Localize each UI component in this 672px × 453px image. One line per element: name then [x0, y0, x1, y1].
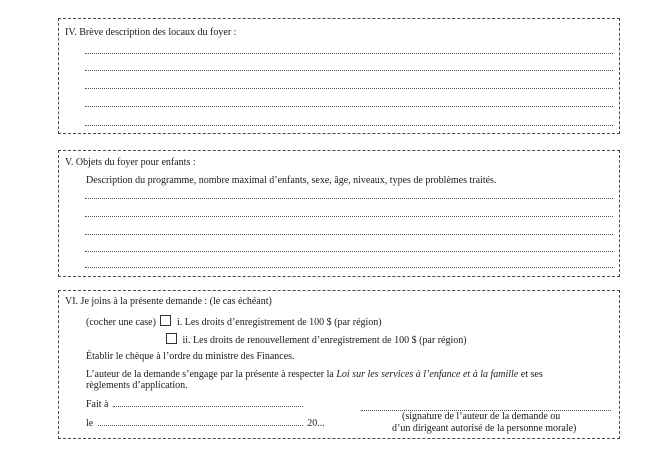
option-renewal-label: ii. Les droits de renouvellement d’enregistrement de 100 $ (par région)	[182, 335, 467, 346]
answer-line[interactable]	[85, 106, 613, 107]
answer-line[interactable]	[85, 125, 613, 126]
section-v-title: V. Objets du foyer pour enfants :	[65, 157, 196, 168]
answer-line[interactable]	[85, 251, 613, 252]
date-row	[86, 418, 325, 430]
signature-caption-1: (signature de l’auteur de la demande ou	[402, 411, 561, 422]
section-vi	[58, 290, 620, 439]
section-vi-title: VI. Je joins à la présente demande : (le cas échéant)	[65, 296, 272, 307]
place-field[interactable]	[113, 406, 303, 407]
law-title: Loi sur les services à l’enfance et à la famille	[336, 369, 519, 380]
section-v-subtitle: Description du programme, nombre maximal d’enfants, sexe, âge, niveaux, types de problèmes traités.	[86, 175, 497, 186]
pledge-text: L’auteur de la demande s’engage par la présente à respecter la Loi sur les services à l’enfance et à la famille et ses	[86, 369, 543, 380]
answer-line[interactable]	[85, 234, 613, 235]
option-registration-label: i. Les droits d’enregistrement de 100 $ (par région)	[176, 317, 382, 328]
fait-row	[86, 399, 305, 411]
section-iv-title: IV. Brève description des locaux du foyer :	[65, 27, 237, 38]
checkbox-registration[interactable]	[160, 315, 171, 326]
signature-caption-2: d’un dirigeant autorisé de la personne morale)	[392, 423, 577, 434]
date-field[interactable]	[98, 425, 303, 426]
year-suffix: 20...	[307, 418, 325, 429]
check-prompt: (cocher une case)	[86, 317, 156, 328]
option-row-2	[164, 333, 467, 347]
answer-line[interactable]	[85, 53, 613, 54]
le-label: le	[86, 418, 94, 429]
answer-line[interactable]	[85, 88, 613, 89]
answer-line[interactable]	[85, 216, 613, 217]
answer-line[interactable]	[85, 198, 613, 199]
answer-line[interactable]	[85, 70, 613, 71]
pledge-text-line2: règlements d’application.	[86, 380, 188, 391]
section-iv	[58, 18, 620, 134]
checkbox-renewal[interactable]	[166, 333, 177, 344]
answer-line[interactable]	[85, 267, 613, 268]
section-v	[58, 150, 620, 277]
cheque-instruction: Établir le chèque à l’ordre du ministre des Finances.	[86, 351, 295, 362]
fait-label: Fait à	[86, 399, 109, 410]
option-row-1	[86, 315, 382, 329]
